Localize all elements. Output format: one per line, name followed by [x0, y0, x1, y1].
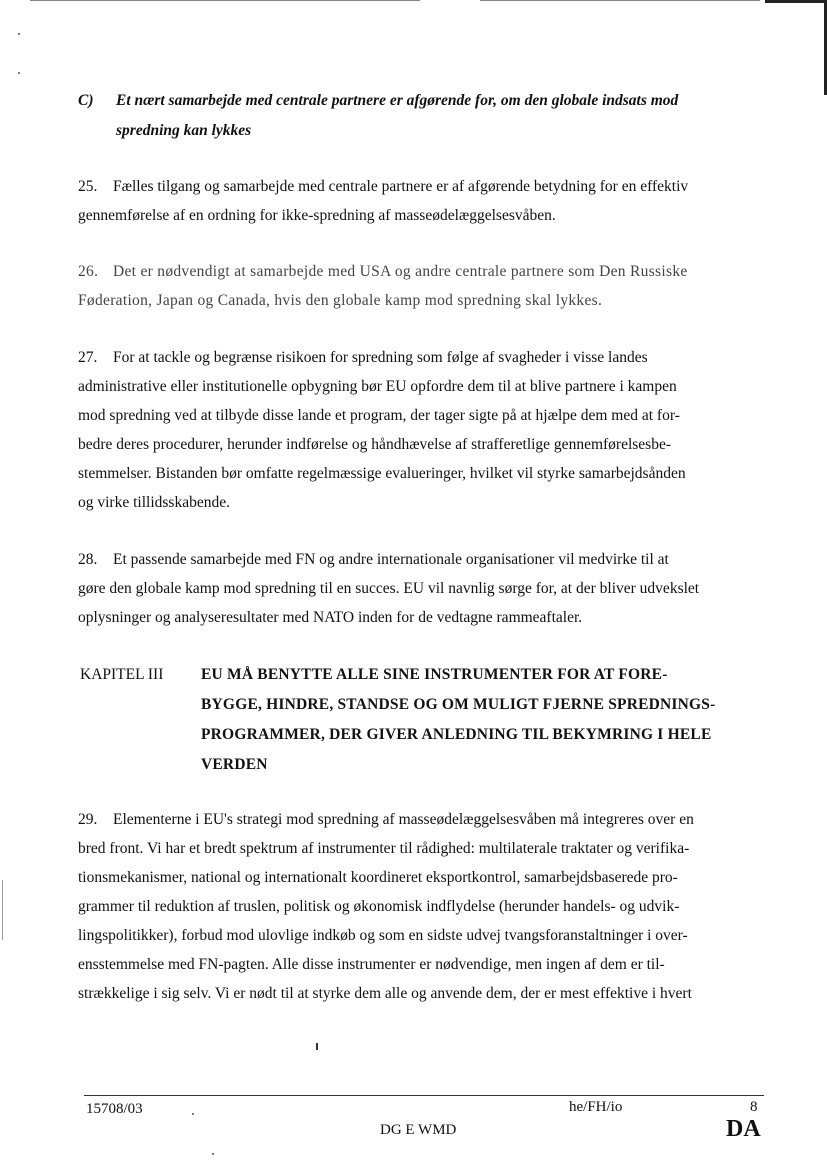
paragraph-line: oplysninger og analyseresultater med NATO inden for de vedtagne rammeaftaler. [78, 609, 583, 626]
section-c-title-line1: Et nært samarbejde med centrale partnere er afgørende for, om den globale indsats mod [116, 92, 679, 109]
scan-edge-line [30, 0, 420, 1]
paragraph-line: Det er nødvendigt at samarbejde med USA og andre centrale partnere som Den Russiske [113, 263, 688, 280]
paragraph-line: For at tackle og begrænse risikoen for spredning som følge af svagheder i visse landes [113, 349, 648, 366]
section-c-heading [78, 86, 758, 146]
paragraph-line: Elementerne i EU's strategi mod spredning af masseødelæggelsesvåben må integreres over en [113, 811, 694, 828]
chapter-title-line: PROGRAMMER, DER GIVER ANLEDNING TIL BEKYMRING I HELE [201, 726, 712, 743]
paragraph-number: 26. [78, 263, 99, 280]
paragraph-line: tionsmekanismer, national og internationalt koordineret eksportkontrol, samarbejdsbaserede pro- [78, 869, 678, 886]
scan-speck [18, 33, 20, 35]
paragraph-line: mod spredning ved at tilbyde disse lande et program, der tager sigte på at hjælpe dem med at for- [78, 407, 680, 424]
page-number: 8 [750, 1099, 758, 1115]
paragraph-line: bred front. Vi har et bredt spektrum af instrumenter til rådighed: multilaterale traktater og verifika- [78, 840, 690, 857]
footer-rule [84, 1095, 764, 1096]
language-code: DA [726, 1116, 761, 1142]
scan-edge-line [2, 880, 3, 940]
paragraph-28 [78, 545, 754, 632]
paragraph-line: administrative eller institutionelle opbygning bør EU opfordre dem til at blive partnere i kampen [78, 378, 677, 395]
paragraph-line: stemmelser. Bistanden bør omfatte regelmæssige evalueringer, hvilket vil styrke samarbejdsånden [78, 465, 686, 482]
paragraph-line: og virke tillidsskabende. [78, 494, 230, 511]
scan-edge-line [480, 0, 760, 1]
paragraph-number: 29. [78, 811, 98, 828]
chapter-label: KAPITEL III [80, 666, 164, 683]
section-c-title-line2: spredning kan lykkes [116, 122, 252, 139]
paragraph-26 [78, 257, 754, 315]
scan-speck [212, 1153, 214, 1155]
paragraph-line: Føderation, Japan og Canada, hvis den globale kamp mod spredning skal lykkes. [78, 292, 603, 309]
paragraph-number: 27. [78, 349, 98, 366]
paragraph-line: Et passende samarbejde med FN og andre internationale organisationer vil medvirke til at [113, 551, 669, 568]
paragraph-line: gennemførelse af en ordning for ikke-spredning af masseødelæggelsesvåben. [78, 207, 556, 224]
paragraph-number: 28. [78, 551, 98, 568]
scan-corner-mark [765, 0, 827, 95]
paragraph-line: bedre deres procedurer, herunder indførelse og håndhævelse af strafferetlige gennemførelsesbe- [78, 436, 671, 453]
paragraph-27 [78, 343, 754, 517]
section-c-letter: C) [78, 92, 94, 109]
scan-speck [192, 1113, 194, 1115]
department-code: DG E WMD [380, 1122, 457, 1138]
paragraph-line: gøre den globale kamp mod spredning til en succes. EU vil navnlig sørge for, at der bliver udvekslet [78, 580, 700, 597]
chapter-title-line: VERDEN [201, 756, 268, 773]
paragraph-29 [78, 805, 754, 1008]
scan-speck [18, 72, 20, 74]
chapter-title-line: EU MÅ BENYTTE ALLE SINE INSTRUMENTER FOR AT FORE- [201, 666, 668, 683]
scan-speck [316, 1043, 318, 1050]
paragraph-line: lingspolitikker), forbud mod ulovlige indkøb og som en sidste udvej tvangsforanstaltninger i over- [78, 927, 688, 944]
paragraph-line: Fælles tilgang og samarbejde med centrale partnere er af afgørende betydning for en effektiv [113, 178, 689, 195]
paragraph-number: 25. [78, 178, 98, 195]
paragraph-line: ensstemmelse med FN-pagten. Alle disse instrumenter er nødvendige, men ingen af dem er til- [78, 956, 665, 973]
paragraph-line: grammer til reduktion af truslen, politisk og økonomisk indflydelse (herunder handels- og udvik- [78, 898, 680, 915]
paragraph-25 [78, 172, 754, 230]
paragraph-line: strækkelige i sig selv. Vi er nødt til at styrke dem alle og anvende dem, der er mest effektive i hvert [78, 985, 692, 1002]
chapter-title [201, 660, 761, 780]
chapter-title-line: BYGGE, HINDRE, STANDSE OG OM MULIGT FJERNE SPREDNINGS- [201, 696, 716, 713]
author-initials: he/FH/io [569, 1099, 623, 1115]
document-reference: 15708/03 [86, 1101, 143, 1117]
